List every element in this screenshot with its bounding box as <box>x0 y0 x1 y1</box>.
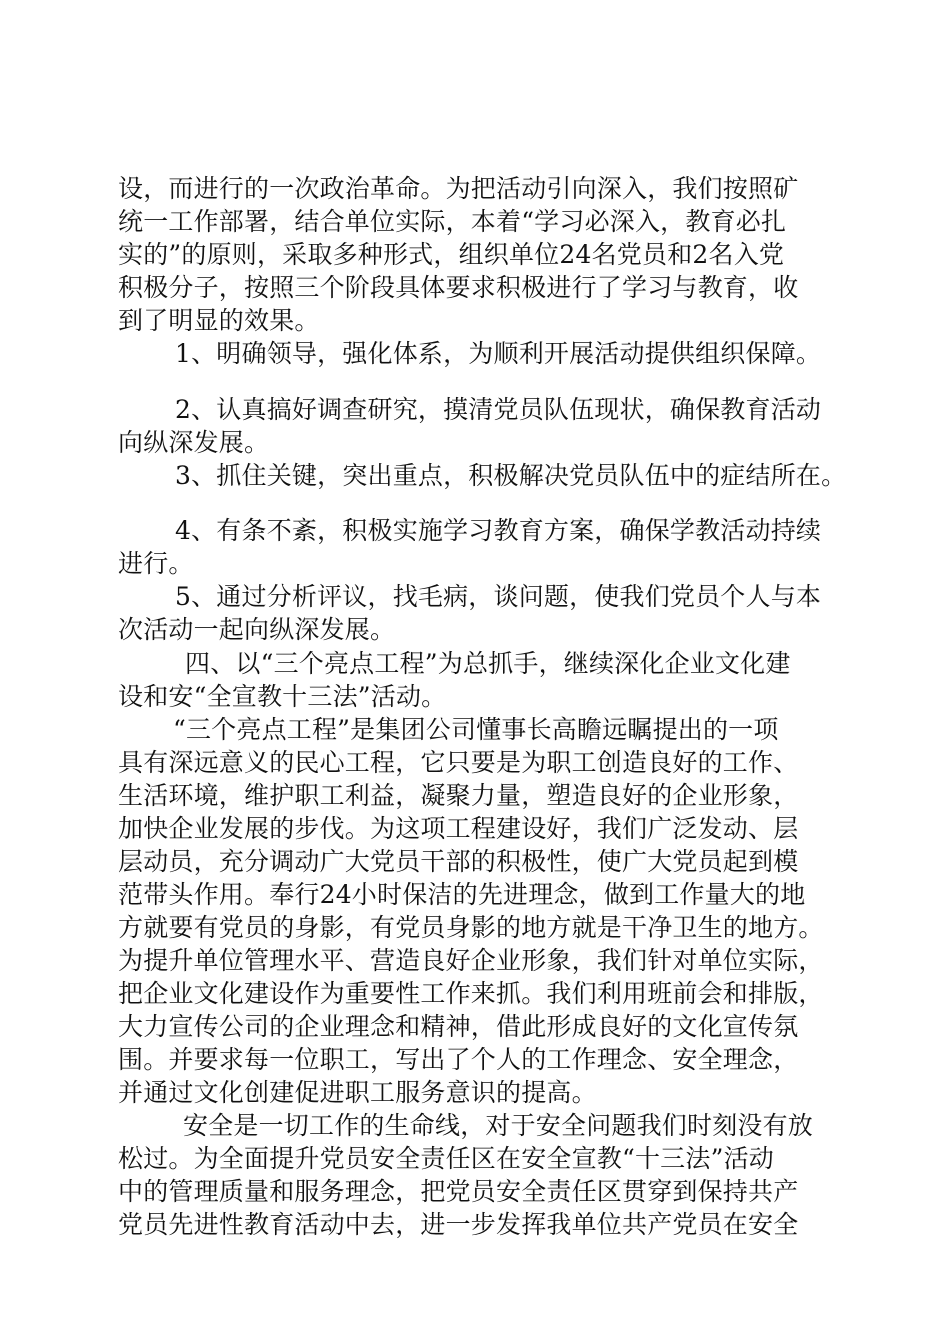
text-line: 范带头作用。奉行24小时保洁的先进理念，做到工作量大的地 <box>118 880 806 909</box>
list-item-2: 2、认真搞好调查研究，摸清党员队伍现状，确保教育活动 <box>175 395 822 424</box>
text-line: 实的”的原则，采取多种形式，组织单位24名党员和2名入党 <box>118 240 785 269</box>
text-line: 向纵深发展。 <box>118 428 270 457</box>
text-line: 到了明显的效果。 <box>118 306 320 335</box>
text-line: 统一工作部署，结合单位实际，本着“学习必深入，教育必扎 <box>118 207 787 236</box>
section-heading: 四、以“三个亮点工程”为总抓手，继续深化企业文化建 <box>185 649 791 678</box>
paragraph-start: 安全是一切工作的生命线，对于安全问题我们时刻没有放 <box>183 1111 814 1140</box>
list-item-1: 1、明确领导，强化体系，为顺利开展活动提供组织保障。 <box>175 339 822 368</box>
text-line: 层动员，充分调动广大党员干部的积极性，使广大党员起到模 <box>118 847 799 876</box>
text-line: 加快企业发展的步伐。为这项工程建设好，我们广泛发动、层 <box>118 814 799 843</box>
text-line: 并通过文化创建促进职工服务意识的提高。 <box>118 1078 597 1107</box>
text-line: 围。并要求每一位职工，写出了个人的工作理念、安全理念， <box>118 1045 799 1074</box>
text-line: 松过。为全面提升党员安全责任区在安全宣教“十三法”活动 <box>118 1144 774 1173</box>
section-heading-cont: 设和安“全宣教十三法”活动。 <box>118 682 447 711</box>
text-line: 为提升单位管理水平、营造良好企业形象，我们针对单位实际， <box>118 946 824 975</box>
text-line: 方就要有党员的身影，有党员身影的地方就是干净卫生的地方。 <box>118 913 824 942</box>
text-line: 次活动一起向纵深发展。 <box>118 615 396 644</box>
text-line: 具有深远意义的民心工程，它只要是为职工创造良好的工作、 <box>118 748 799 777</box>
list-item-5: 5、通过分析评议，找毛病，谈问题，使我们党员个人与本 <box>175 582 822 611</box>
text-line: 把企业文化建设作为重要性工作来抓。我们利用班前会和排版， <box>118 979 824 1008</box>
paragraph-start: “三个亮点工程”是集团公司懂事长高瞻远瞩提出的一项 <box>173 715 779 744</box>
list-item-3: 3、抓住关键，突出重点，积极解决党员队伍中的症结所在。 <box>175 461 847 490</box>
text-line: 中的管理质量和服务理念，把党员安全责任区贯穿到保持共产 <box>118 1177 799 1206</box>
text-line: 党员先进性教育活动中去，进一步发挥我单位共产党员在安全 <box>118 1210 799 1239</box>
text-line: 大力宣传公司的企业理念和精神，借此形成良好的文化宣传氛 <box>118 1012 799 1041</box>
text-line: 设，而进行的一次政治革命。为把活动引向深入，我们按照矿 <box>118 174 799 203</box>
text-line: 生活环境，维护职工利益，凝聚力量，塑造良好的企业形象， <box>118 781 799 810</box>
text-line: 积极分子，按照三个阶段具体要求积极进行了学习与教育，收 <box>118 273 799 302</box>
text-line: 进行。 <box>118 549 194 578</box>
list-item-4: 4、有条不紊，积极实施学习教育方案，确保学教活动持续 <box>175 516 822 545</box>
